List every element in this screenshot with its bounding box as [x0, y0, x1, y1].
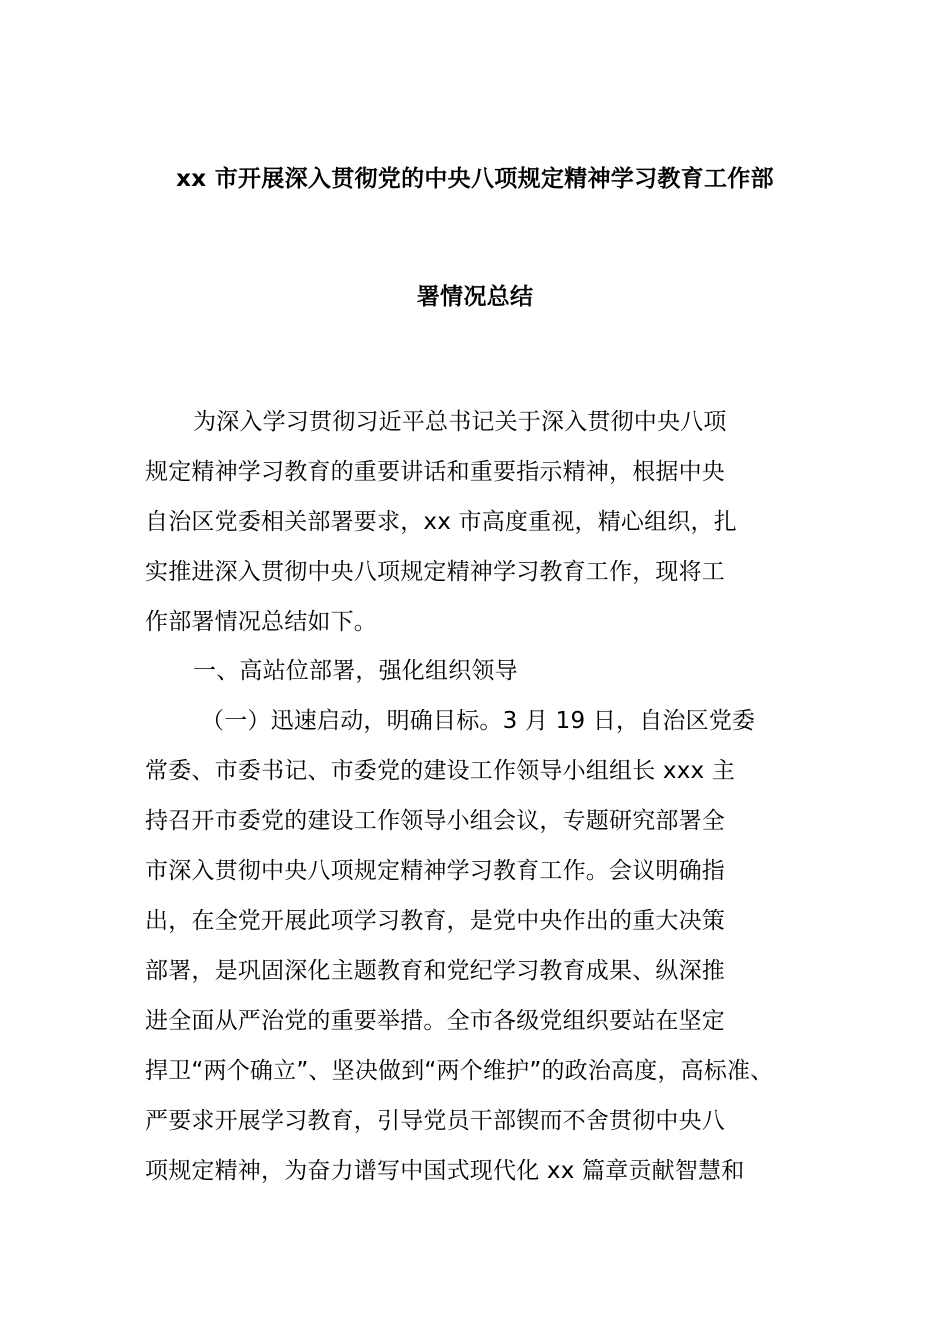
body-line: 严要求开展学习教育，引导党员干部锲而不舍贯彻中央八 [145, 1108, 725, 1134]
document-title-line-2: 署情况总结 [416, 284, 534, 310]
body-line: 进全面从严治党的重要举措。全市各级党组织要站在坚定 [145, 1008, 725, 1034]
body-line: 持召开市委党的建设工作领导小组会议，专题研究部署全 [145, 808, 725, 834]
body-line: 项规定精神，为奋力谱写中国式现代化 xx 篇章贡献智慧和 [145, 1158, 745, 1184]
body-line: 部署，是巩固深化主题教育和党纪学习教育成果、纵深推 [145, 958, 725, 984]
body-line: 出，在全党开展此项学习教育，是党中央作出的重大决策 [145, 908, 725, 934]
document-title-line-1: xx 市开展深入贯彻党的中央八项规定精神学习教育工作部 [176, 166, 774, 192]
body-line: 规定精神学习教育的重要讲话和重要指示精神，根据中央 [145, 459, 725, 485]
body-line: 市深入贯彻中央八项规定精神学习教育工作。会议明确指 [145, 858, 725, 884]
subsection-heading-line: （一）迅速启动，明确目标。3 月 19 日，自治区党委 [201, 708, 756, 734]
body-line: 捍卫“两个确立”、坚决做到“两个维护”的政治高度，高标准、 [145, 1058, 774, 1084]
body-line: 常委、市委书记、市委党的建设工作领导小组组长 xxx 主 [145, 758, 736, 784]
body-line: 实推进深入贯彻中央八项规定精神学习教育工作，现将工 [145, 559, 725, 585]
body-line: 作部署情况总结如下。 [145, 609, 377, 635]
body-line: 为深入学习贯彻习近平总书记关于深入贯彻中央八项 [193, 409, 727, 435]
body-line: 自治区党委相关部署要求，xx 市高度重视，精心组织，扎 [145, 509, 737, 535]
section-heading: 一、高站位部署，强化组织领导 [193, 658, 518, 684]
